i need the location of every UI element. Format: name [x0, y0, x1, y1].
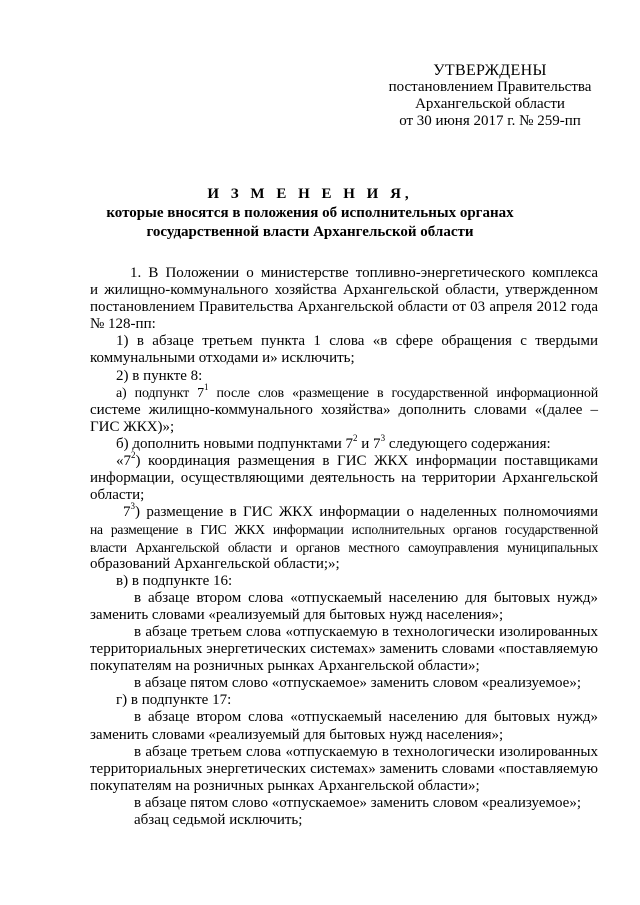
text-fragment: ) координация размещения в ГИС ЖКХ информации поставщиками: [135, 453, 598, 470]
paragraph-line: в абзаце пятом слово «отпускаемое» заменить словом «реализуемое»;: [134, 794, 581, 811]
title-subtitle-1: которые вносятся в положения об исполнительных органах: [106, 205, 514, 221]
paragraph-line: области;: [90, 487, 145, 504]
approval-line-3: Архангельской области: [415, 96, 565, 112]
paragraph-line: коммунальными отходами и» исключить;: [90, 350, 355, 367]
approval-line-2: постановлением Правительства: [388, 79, 592, 95]
paragraph-line: в абзаце третьем слова «отпускаемую в технологически изолированных: [134, 623, 598, 640]
text-fragment: следующего содержания:: [385, 435, 551, 452]
paragraph-line: в абзаце втором слова «отпускаемый населению для бытовых нужд»: [134, 709, 598, 726]
text-fragment: после слов «размещение в государственной информационной: [208, 385, 598, 401]
paragraph-line: и жилищно-коммунального хозяйства Архангельской области, утвержденном: [90, 282, 598, 299]
paragraph-line: системе жилищно-коммунального хозяйства» дополнить словами «(далее –: [90, 401, 598, 418]
superscript: 2: [131, 450, 136, 461]
paragraph-line: власти Архангельской области и органов местного самоуправления муниципальных: [90, 539, 598, 555]
approved-label: УТВЕРЖДЕНЫ: [433, 62, 547, 79]
superscript: 3: [130, 501, 135, 512]
paragraph-line: 1) в абзаце третьем пункта 1 слова «в сфере обращения с твердыми: [116, 333, 598, 350]
paragraph-line: [90, 432, 598, 453]
paragraph-line: в) в подпункте 16:: [116, 572, 233, 589]
text-fragment: б) дополнить новыми подпунктами 7: [116, 435, 354, 452]
document-title: [90, 185, 530, 242]
text-fragment: «7: [116, 453, 131, 470]
paragraph-line: в абзаце третьем слова «отпускаемую в технологически изолированных: [134, 743, 598, 760]
paragraph-line: в абзаце пятом слово «отпускаемое» заменить словом «реализуемое»;: [134, 675, 581, 692]
paragraph-line: заменить словами «реализуемый для бытовых нужд населения»;: [90, 726, 504, 743]
paragraph-line: 1. В Положении о министерстве топливно-энергетического комплекса: [130, 265, 598, 281]
paragraph-line: абзац седьмой исключить;: [134, 812, 303, 828]
superscript: 1: [204, 382, 209, 392]
paragraph-line: в абзаце втором слова «отпускаемый населению для бытовых нужд»: [134, 589, 598, 606]
paragraph-line: постановлением Правительства Архангельской области от 03 апреля 2012 года: [90, 299, 598, 316]
text-fragment: ) размещение в ГИС ЖКХ информации о наделенных полномочиями: [135, 504, 598, 521]
paragraph-line: № 128-пп:: [90, 316, 156, 333]
paragraph-line: территориальных энергетических системах» заменить словами «поставляемую: [90, 641, 598, 658]
text-fragment: и 7: [357, 435, 381, 452]
paragraph-line: территориальных энергетических системах» заменить словами «поставляемую: [90, 760, 598, 777]
superscript: 3: [380, 432, 386, 443]
paragraph-line: заменить словами «реализуемый для бытовых нужд населения»;: [90, 606, 504, 623]
title-heading: И З М Е Н Е Н И Я,: [207, 186, 413, 202]
text-fragment: 7: [123, 504, 131, 521]
approval-line-4: от 30 июня 2017 г. № 259-пп: [399, 113, 581, 129]
paragraph-line: ГИС ЖКХ)»;: [90, 418, 175, 435]
document-body: [90, 265, 598, 829]
paragraph-line: покупателям на розничных рынках Архангельской области»;: [90, 777, 480, 794]
paragraph-line: [90, 501, 598, 521]
paragraph-line: информации, осуществляющими деятельность на территории Архангельской: [90, 470, 598, 487]
paragraph-line: г) в подпункте 17:: [116, 692, 232, 709]
paragraph-line: образований Архангельской области;»;: [90, 555, 340, 572]
paragraph-line: на размещение в ГИС ЖКХ информации исполнительных органов государственной: [90, 522, 598, 538]
approval-stamp: [360, 62, 620, 130]
paragraph-line: покупателям на розничных рынках Архангельской области»;: [90, 658, 480, 675]
title-subtitle-2: государственной власти Архангельской области: [146, 224, 474, 240]
paragraph-line: 2) в пункте 8:: [116, 367, 203, 384]
paragraph-line: [90, 382, 598, 402]
superscript: 2: [353, 432, 358, 443]
text-fragment: а) подпункт 7: [116, 385, 204, 401]
paragraph-line: [90, 450, 598, 470]
